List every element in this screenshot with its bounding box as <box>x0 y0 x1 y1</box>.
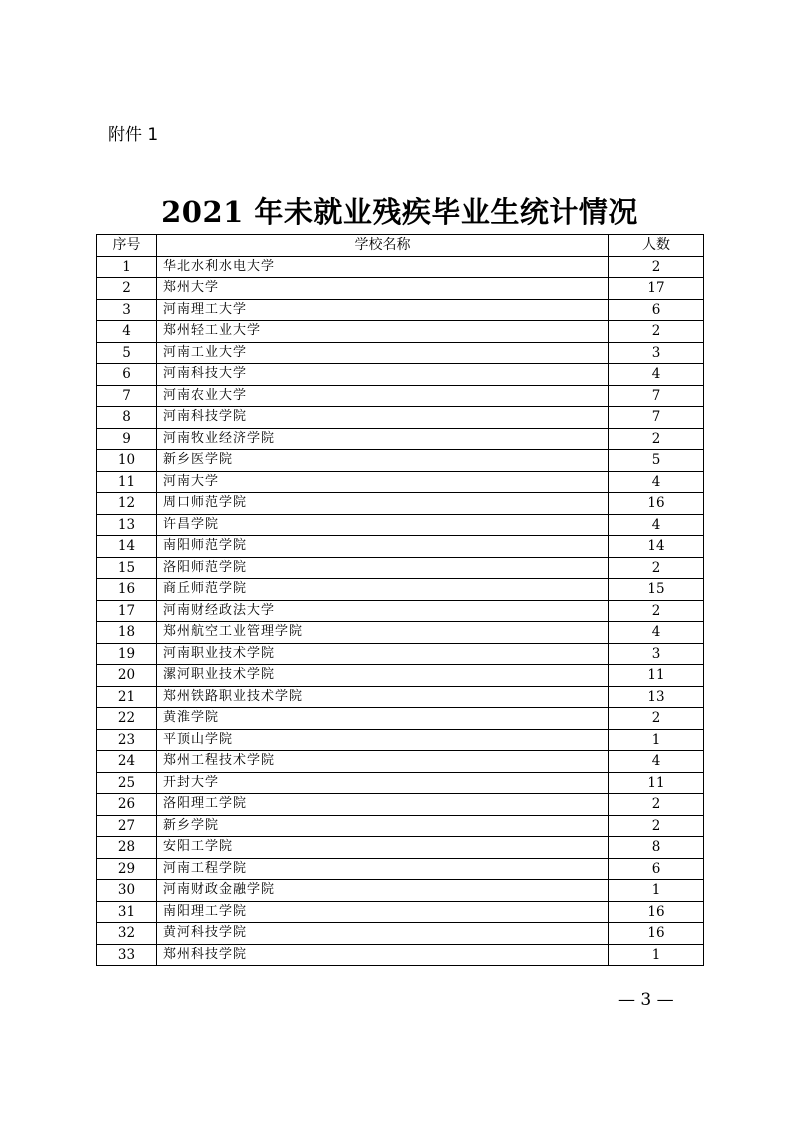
school-name: 平顶山学院 <box>157 729 609 751</box>
graduate-count: 1 <box>609 729 704 751</box>
row-index: 31 <box>97 901 157 923</box>
graduate-count: 4 <box>609 622 704 644</box>
table-row <box>97 364 704 386</box>
row-index: 23 <box>97 729 157 751</box>
page-number: — 3 — <box>618 990 674 1010</box>
graduate-count: 16 <box>609 923 704 945</box>
row-index: 25 <box>97 772 157 794</box>
table-row <box>97 686 704 708</box>
graduate-count: 3 <box>609 342 704 364</box>
table-row <box>97 600 704 622</box>
school-name: 郑州轻工业大学 <box>157 321 609 343</box>
graduate-count: 2 <box>609 600 704 622</box>
school-name: 河南理工大学 <box>157 299 609 321</box>
school-name: 黄河科技学院 <box>157 923 609 945</box>
row-index: 1 <box>97 256 157 278</box>
row-index: 7 <box>97 385 157 407</box>
table-row <box>97 708 704 730</box>
table-header-row <box>97 235 704 257</box>
graduate-count: 3 <box>609 643 704 665</box>
graduate-count: 16 <box>609 493 704 515</box>
table-row <box>97 751 704 773</box>
attachment-label: 附件 1 <box>108 125 159 145</box>
table-row <box>97 407 704 429</box>
graduate-count: 1 <box>609 880 704 902</box>
school-name: 开封大学 <box>157 772 609 794</box>
graduate-count: 2 <box>609 428 704 450</box>
table-row <box>97 385 704 407</box>
row-index: 26 <box>97 794 157 816</box>
row-index: 29 <box>97 858 157 880</box>
table-row <box>97 729 704 751</box>
school-name: 河南农业大学 <box>157 385 609 407</box>
school-name: 洛阳师范学院 <box>157 557 609 579</box>
graduate-count: 7 <box>609 385 704 407</box>
row-index: 27 <box>97 815 157 837</box>
school-name: 周口师范学院 <box>157 493 609 515</box>
row-index: 10 <box>97 450 157 472</box>
row-index: 18 <box>97 622 157 644</box>
graduate-count: 11 <box>609 772 704 794</box>
row-index: 15 <box>97 557 157 579</box>
graduate-count: 6 <box>609 858 704 880</box>
row-index: 8 <box>97 407 157 429</box>
graduate-count: 2 <box>609 321 704 343</box>
school-name: 南阳理工学院 <box>157 901 609 923</box>
school-name: 河南工业大学 <box>157 342 609 364</box>
row-index: 19 <box>97 643 157 665</box>
table-row <box>97 901 704 923</box>
row-index: 9 <box>97 428 157 450</box>
row-index: 32 <box>97 923 157 945</box>
graduate-count: 13 <box>609 686 704 708</box>
school-name: 漯河职业技术学院 <box>157 665 609 687</box>
school-name: 许昌学院 <box>157 514 609 536</box>
header-count: 人数 <box>609 235 704 257</box>
table-row <box>97 794 704 816</box>
row-index: 13 <box>97 514 157 536</box>
row-index: 11 <box>97 471 157 493</box>
graduate-count: 1 <box>609 944 704 966</box>
table-row <box>97 471 704 493</box>
graduate-count: 16 <box>609 901 704 923</box>
table-row <box>97 321 704 343</box>
school-name: 安阳工学院 <box>157 837 609 859</box>
graduate-count: 2 <box>609 815 704 837</box>
school-name: 新乡学院 <box>157 815 609 837</box>
row-index: 4 <box>97 321 157 343</box>
row-index: 12 <box>97 493 157 515</box>
table-row <box>97 837 704 859</box>
graduate-count: 15 <box>609 579 704 601</box>
graduate-count: 4 <box>609 471 704 493</box>
school-name: 郑州工程技术学院 <box>157 751 609 773</box>
table-row <box>97 342 704 364</box>
table-row <box>97 256 704 278</box>
table-row <box>97 858 704 880</box>
table-row <box>97 493 704 515</box>
school-name: 郑州航空工业管理学院 <box>157 622 609 644</box>
row-index: 6 <box>97 364 157 386</box>
graduate-count: 8 <box>609 837 704 859</box>
row-index: 22 <box>97 708 157 730</box>
row-index: 5 <box>97 342 157 364</box>
table-row <box>97 579 704 601</box>
graduate-count: 2 <box>609 256 704 278</box>
school-name: 河南财政金融学院 <box>157 880 609 902</box>
graduate-count: 14 <box>609 536 704 558</box>
table-row <box>97 622 704 644</box>
row-index: 21 <box>97 686 157 708</box>
graduate-count: 4 <box>609 751 704 773</box>
table-row <box>97 428 704 450</box>
table-row <box>97 944 704 966</box>
page-title: 2021 年未就业残疾毕业生统计情况 <box>161 195 638 229</box>
graduate-count: 2 <box>609 557 704 579</box>
graduate-count: 17 <box>609 278 704 300</box>
school-name: 河南牧业经济学院 <box>157 428 609 450</box>
row-index: 28 <box>97 837 157 859</box>
table-row <box>97 815 704 837</box>
graduate-count: 6 <box>609 299 704 321</box>
school-name: 商丘师范学院 <box>157 579 609 601</box>
graduate-count: 11 <box>609 665 704 687</box>
header-index: 序号 <box>97 235 157 257</box>
row-index: 2 <box>97 278 157 300</box>
row-index: 20 <box>97 665 157 687</box>
school-name: 黄淮学院 <box>157 708 609 730</box>
row-index: 14 <box>97 536 157 558</box>
school-name: 河南科技大学 <box>157 364 609 386</box>
table-row <box>97 880 704 902</box>
school-name: 河南工程学院 <box>157 858 609 880</box>
school-name: 新乡医学院 <box>157 450 609 472</box>
table-row <box>97 299 704 321</box>
row-index: 30 <box>97 880 157 902</box>
graduate-count: 5 <box>609 450 704 472</box>
table-row <box>97 772 704 794</box>
table-row <box>97 514 704 536</box>
school-name: 南阳师范学院 <box>157 536 609 558</box>
school-name: 郑州科技学院 <box>157 944 609 966</box>
graduate-count: 2 <box>609 794 704 816</box>
graduate-count: 2 <box>609 708 704 730</box>
table-row <box>97 665 704 687</box>
graduate-count: 4 <box>609 514 704 536</box>
statistics-table <box>96 234 704 966</box>
row-index: 3 <box>97 299 157 321</box>
table-body <box>97 256 704 966</box>
school-name: 郑州大学 <box>157 278 609 300</box>
table-row <box>97 643 704 665</box>
table-row <box>97 450 704 472</box>
row-index: 17 <box>97 600 157 622</box>
school-name: 河南科技学院 <box>157 407 609 429</box>
row-index: 16 <box>97 579 157 601</box>
school-name: 华北水利水电大学 <box>157 256 609 278</box>
row-index: 33 <box>97 944 157 966</box>
table-row <box>97 536 704 558</box>
table-row <box>97 557 704 579</box>
row-index: 24 <box>97 751 157 773</box>
school-name: 郑州铁路职业技术学院 <box>157 686 609 708</box>
table-row <box>97 923 704 945</box>
graduate-count: 4 <box>609 364 704 386</box>
school-name: 河南职业技术学院 <box>157 643 609 665</box>
school-name: 河南财经政法大学 <box>157 600 609 622</box>
header-school-name: 学校名称 <box>157 235 609 257</box>
table-row <box>97 278 704 300</box>
school-name: 洛阳理工学院 <box>157 794 609 816</box>
school-name: 河南大学 <box>157 471 609 493</box>
graduate-count: 7 <box>609 407 704 429</box>
